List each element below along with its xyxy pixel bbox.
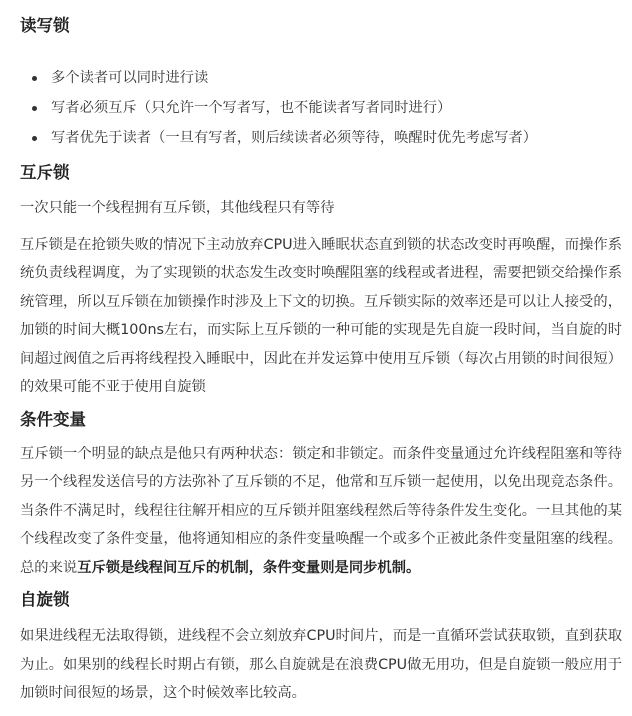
bullet-icon xyxy=(32,76,37,81)
list-item xyxy=(20,123,622,153)
rwlock-list xyxy=(20,63,622,153)
bullet-icon xyxy=(32,106,37,111)
list-item-text: 写者优先于读者（一旦有写者，则后续读者必须等待，唤醒时优先考虑写者） xyxy=(51,130,538,146)
list-item xyxy=(20,93,622,123)
list-item-text: 写者必须互斥（只允许一个写者写，也不能读者写者同时进行） xyxy=(51,100,452,116)
list-item xyxy=(20,63,622,93)
spinlock-body: 如果进线程无法取得锁，进线程不会立刻放弃CPU时间片，而是一直循环尝试获取锁，直到获取为止。如果别的线程长时期占有锁，那么自旋就是在浪费CPU做无用功，但是自旋锁一般应用于加锁时间很短的场景，这个时候效率比较高。 xyxy=(20,628,622,701)
section-title-rwlock: 读写锁 xyxy=(20,16,70,35)
mutex-summary: 一次只能一个线程拥有互斥锁，其他线程只有等待 xyxy=(20,200,335,216)
condvar-body-emphasis: 互斥锁是线程间互斥的机制，条件变量则是同步机制。 xyxy=(77,559,421,576)
section-title-mutex: 互斥锁 xyxy=(20,163,70,182)
mutex-body: 互斥锁是在抢锁失败的情况下主动放弃CPU进入睡眠状态直到锁的状态改变时再唤醒，而操作系统负责线程调度，为了实现锁的状态发生改变时唤醒阻塞的线程或者进程，需要把锁交给操作系统管理，所以互斥锁在加锁操作时涉及上下文的切换。互斥锁实际的效率还是可以让人接受的，加锁的时间大概100ns左右，而实际上互斥锁的一种可能的实现是先自旋一段时间，当自旋的时间超过阀值之后再将线程投入睡眠中，因此在并发运算中使用互斥锁（每次占用锁的时间很短）的效果可能不亚于使用自旋锁 xyxy=(20,236,622,395)
section-title-condvar: 条件变量 xyxy=(20,409,86,429)
condvar-body xyxy=(20,440,622,583)
bullet-icon xyxy=(32,136,37,141)
list-item-text: 多个读者可以同时进行读 xyxy=(51,70,209,86)
condvar-body-text: 互斥锁一个明显的缺点是他只有两种状态：锁定和非锁定。而条件变量通过允许线程阻塞和等待另一个线程发送信号的方法弥补了互斥锁的不足，他常和互斥锁一起使用，以免出现竞态条件。当条件不满足时，线程往往解开相应的互斥锁并阻塞线程然后等待条件发生变化。一旦其他的某个线程改变了条件变量，他将通知相应的条件变量唤醒一个或多个正被此条件变量阻塞的线程。总的来说 xyxy=(20,445,622,576)
section-title-spinlock: 自旋锁 xyxy=(20,590,70,609)
